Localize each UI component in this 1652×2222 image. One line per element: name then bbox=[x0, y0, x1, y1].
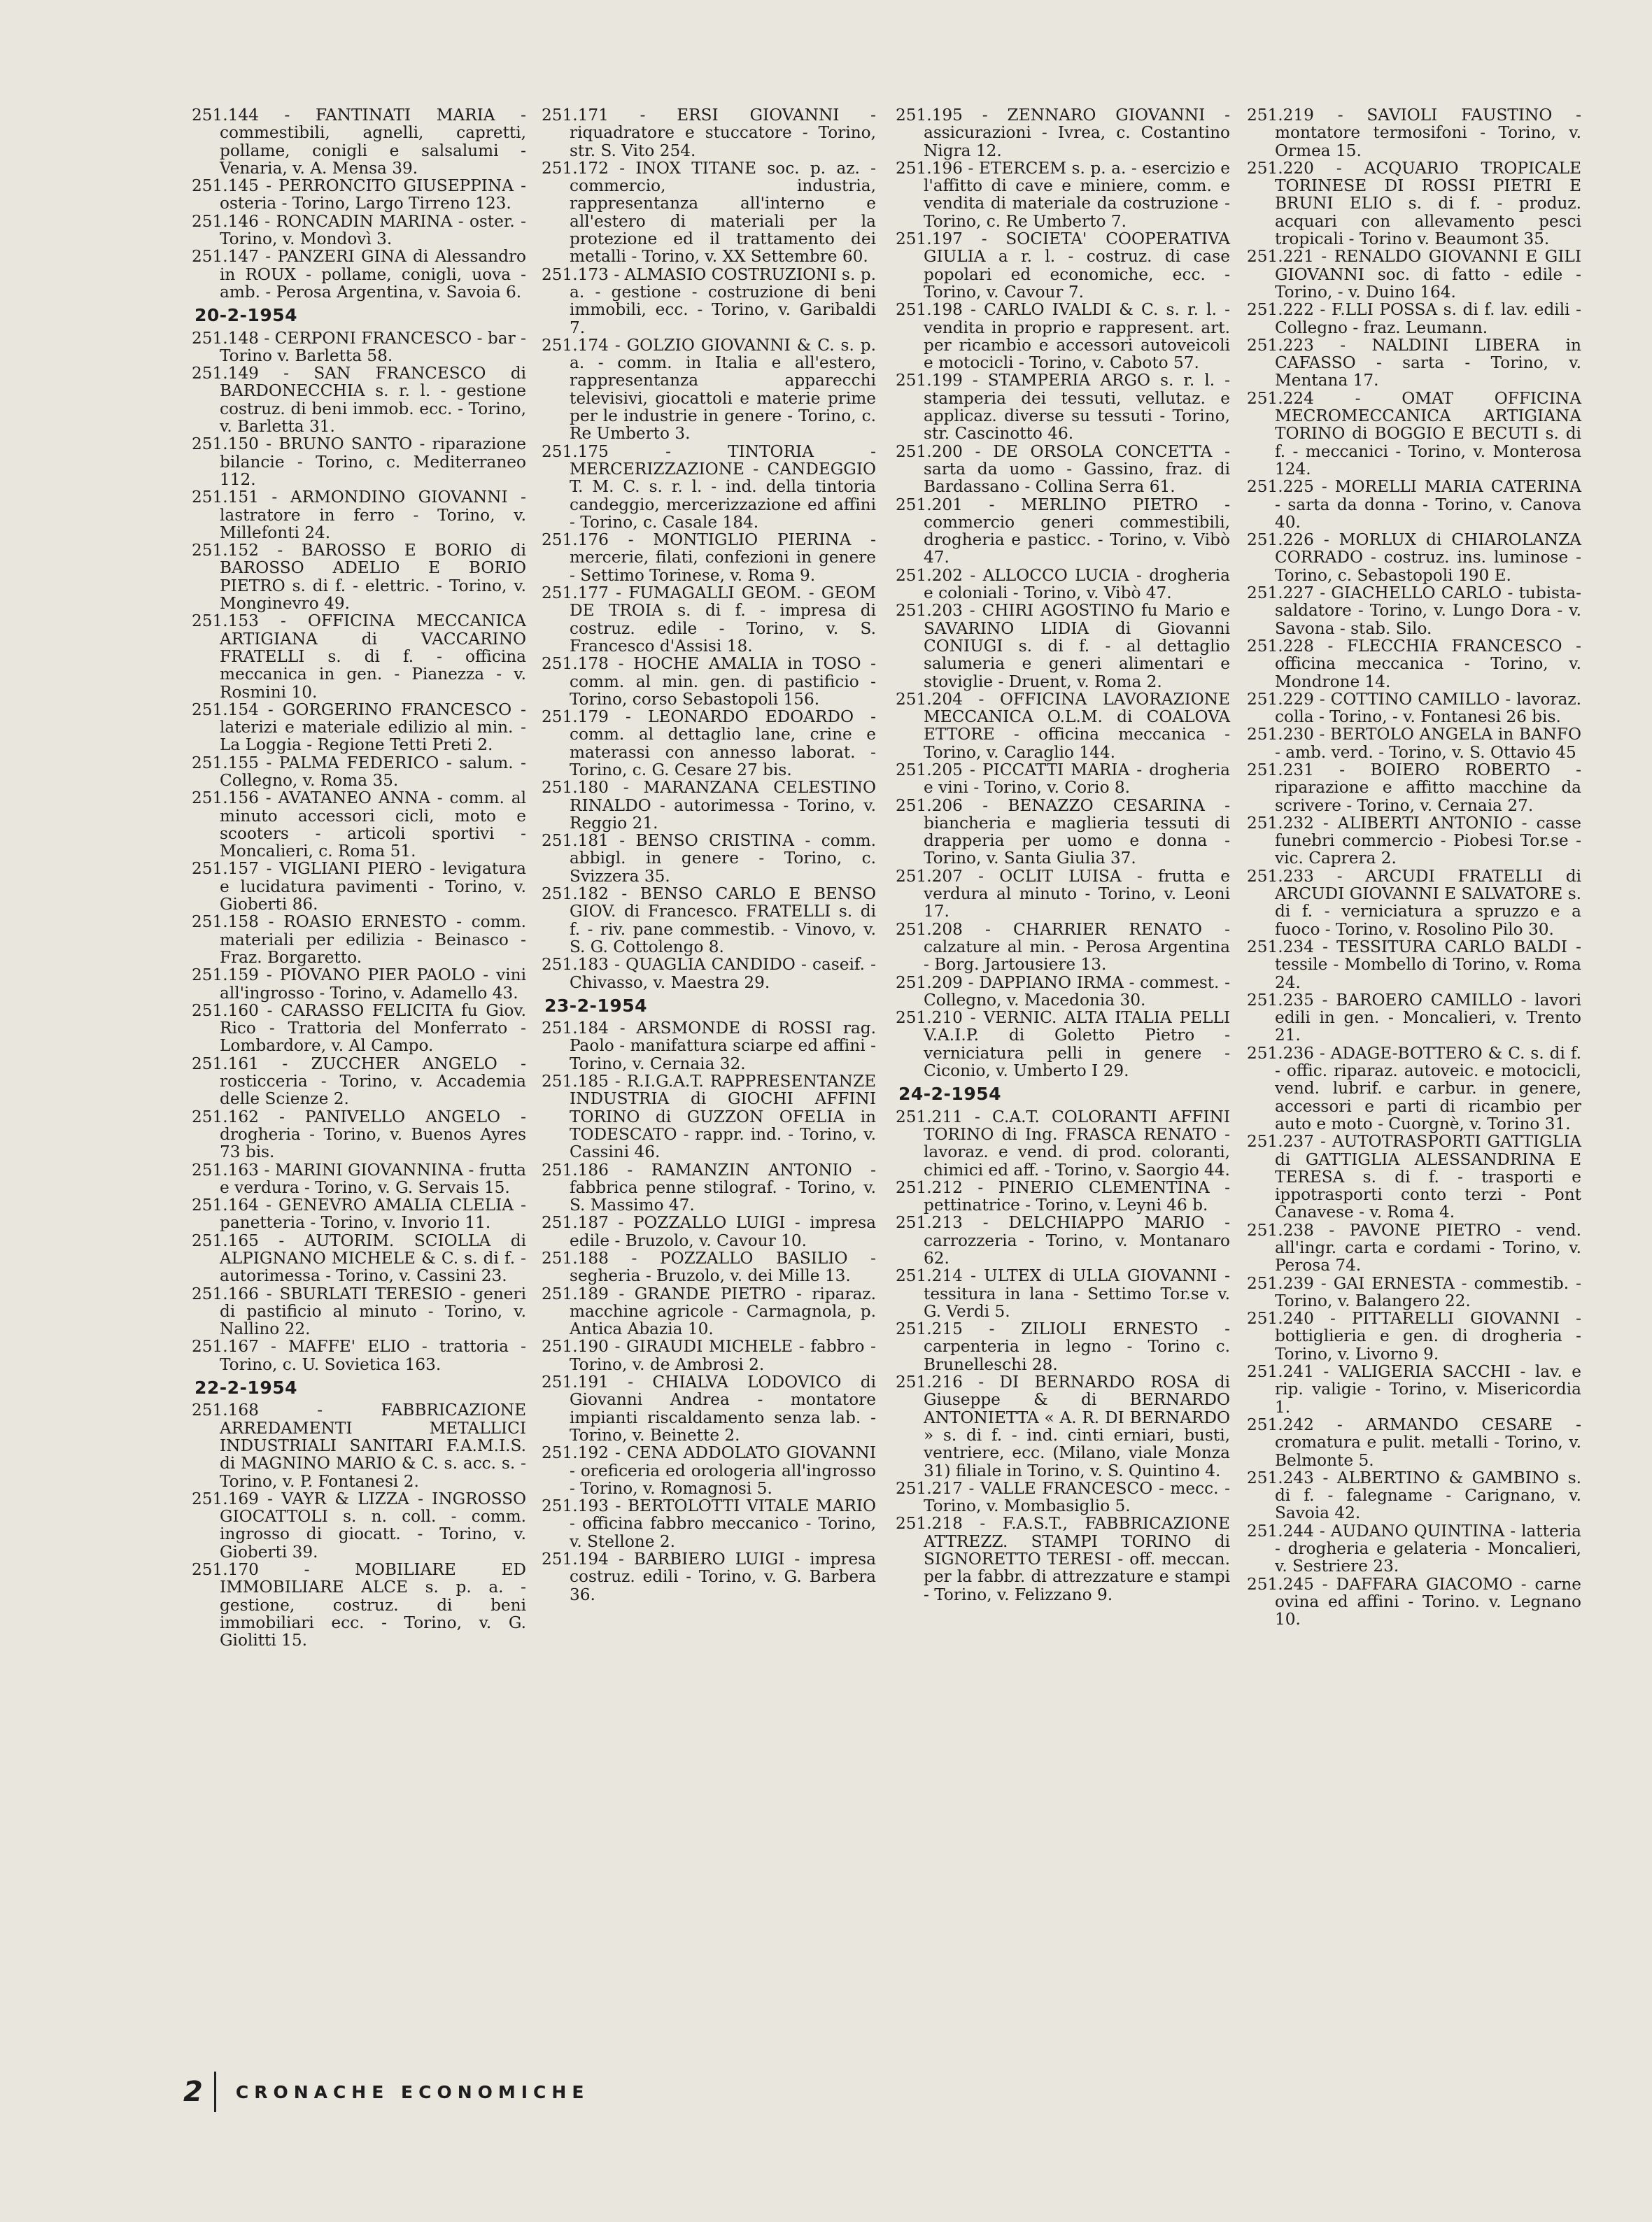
registry-entry: 251.200 - DE ORSOLA CONCETTA - sarta da uomo - Gassino, fraz. di Bardassano - Collina Serra 61. bbox=[896, 441, 1230, 497]
registry-entry: 251.220 - ACQUARIO TROPICALE TORINESE DI ROSSI PIETRI E BRUNI ELIO s. di f. - produz. acquari con allevamento pesci tropicali - Torino v. Beaumont 35. bbox=[1247, 158, 1581, 249]
registry-entry: 251.238 - PAVONE PIETRO - vend. all'ingr. carta e cordami - Torino, v. Perosa 74. bbox=[1247, 1220, 1581, 1275]
registry-entry: 251.217 - VALLE FRANCESCO - mecc. - Torino, v. Mombasiglio 5. bbox=[896, 1478, 1230, 1516]
registry-entry: 251.172 - INOX TITANE soc. p. az. - commercio, industria, rappresentanza all'interno e all'estero di materiali per la protezione ed il trattamento dei metalli - Torino, v. XX Settembre 60. bbox=[542, 158, 876, 267]
registry-entry: 251.182 - BENSO CARLO E BENSO GIOV. di Francesco. FRATELLI s. di f. - riv. pane commestib. - Vinovo, v. S. G. Cottolengo 8. bbox=[542, 884, 876, 956]
registry-entry: 251.189 - GRANDE PIETRO - riparaz. macchine agricole - Carmagnola, p. Antica Abazia 10. bbox=[542, 1284, 876, 1339]
registry-entry: 251.153 - OFFICINA MECCANICA ARTIGIANA di VACCARINO FRATELLI s. di f. - officina meccanica in gen. - Pianezza - v. Rosmini 10. bbox=[192, 611, 526, 702]
footer-divider bbox=[214, 2072, 216, 2112]
registry-entry: 251.159 - PIOVANO PIER PAOLO - vini all'ingrosso - Torino, v. Adamello 43. bbox=[192, 965, 526, 1003]
registry-entry: 251.207 - OCLIT LUISA - frutta e verdura al minuto - Torino, v. Leoni 17. bbox=[896, 866, 1230, 921]
registry-entry: 251.149 - SAN FRANCESCO di BARDONECCHIA s. r. l. - gestione costruz. di beni immob. ecc. - Torino, v. Barletta 31. bbox=[192, 364, 526, 437]
registry-entry: 251.218 - F.A.S.T., FABBRICAZIONE ATTREZZ. STAMPI TORINO di SIGNORETTO TERESI - off. meccan. per la fabbr. di attrezzature e stampi - Torino, v. Felizzano 9. bbox=[896, 1514, 1230, 1604]
registry-entry: 251.152 - BAROSSO E BORIO di BAROSSO ADELIO E BORIO PIETRO s. di f. - elettric. - Torino, v. Monginevro 49. bbox=[192, 541, 526, 614]
registry-entry: 251.233 - ARCUDI FRATELLI di ARCUDI GIOVANNI E SALVATORE s. di f. - verniciatura a spruzzo e a fuoco - Torino, v. Rosolino Pilo 30. bbox=[1247, 866, 1581, 939]
registry-entry: 251.168 - FABBRICAZIONE ARREDAMENTI METALLICI INDUSTRIALI SANITARI F.A.M.I.S. di MAGNINO MARIO & C. s. acc. s. - Torino, v. P. Fontanesi 2. bbox=[192, 1401, 526, 1491]
registry-entry: 251.150 - BRUNO SANTO - riparazione bilancie - Torino, c. Mediterraneo 112. bbox=[192, 434, 526, 489]
registry-entry: 251.166 - SBURLATI TERESIO - generi di pastificio al minuto - Torino, v. Nallino 22. bbox=[192, 1284, 526, 1339]
registry-entry: 251.206 - BENAZZO CESARINA - biancheria e maglieria tessuti di drapperia per uomo e donna - Torino, v. Santa Giulia 37. bbox=[896, 795, 1230, 868]
registry-entry: 251.157 - VIGLIANI PIERO - levigatura e lucidatura pavimenti - Torino, v. Gioberti 86. bbox=[192, 859, 526, 914]
registry-entry: 251.188 - POZZALLO BASILIO - segheria - Bruzolo, v. dei Mille 13. bbox=[542, 1249, 876, 1286]
registry-entry: 251.190 - GIRAUDI MICHELE - fabbro - Torino, v. de Ambrosi 2. bbox=[542, 1337, 876, 1374]
registry-entry: 251.234 - TESSITURA CARLO BALDI - tessile - Mombello di Torino, v. Roma 24. bbox=[1247, 937, 1581, 992]
registry-entry: 251.196 - ETERCEM s. p. a. - esercizio e l'affitto di cave e miniere, comm. e vendita di materiale da costruzione - Torino, c. Re Umberto 7. bbox=[896, 158, 1230, 231]
date-heading: 24-2-1954 bbox=[898, 1084, 1002, 1105]
registry-entry: 251.158 - ROASIO ERNESTO - comm. materiali per edilizia - Beinasco - Fraz. Borgaretto. bbox=[192, 912, 526, 967]
registry-entry: 251.224 - OMAT OFFICINA MECROMECCANICA ARTIGIANA TORINO di BOGGIO E BECUTI s. di f. - meccanici - Torino, v. Monterosa 124. bbox=[1247, 388, 1581, 479]
date-heading: 23-2-1954 bbox=[544, 995, 648, 1016]
date-heading: 22-2-1954 bbox=[195, 1378, 298, 1399]
registry-entry: 251.245 - DAFFARA GIACOMO - carne ovina ed affini - Torino. v. Legnano 10. bbox=[1247, 1574, 1581, 1629]
registry-entry: 251.183 - QUAGLIA CANDIDO - caseif. - Chivasso, v. Maestra 29. bbox=[542, 955, 876, 992]
column-1 bbox=[192, 106, 526, 1650]
registry-entry: 251.214 - ULTEX di ULLA GIOVANNI - tessitura in lana - Settimo Tor.se v. G. Verdi 5. bbox=[896, 1266, 1230, 1321]
registry-entry: 251.213 - DELCHIAPPO MARIO - carrozzeria - Torino, v. Montanaro 62. bbox=[896, 1213, 1230, 1268]
registry-entry: 251.229 - COTTINO CAMILLO - lavoraz. colla - Torino, - v. Fontanesi 26 bis. bbox=[1247, 689, 1581, 727]
registry-entry: 251.219 - SAVIOLI FAUSTINO - montatore termosifoni - Torino, v. Ormea 15. bbox=[1247, 106, 1581, 160]
registry-entry: 251.202 - ALLOCCO LUCIA - drogheria e coloniali - Torino, v. Vibò 47. bbox=[896, 565, 1230, 603]
registry-entry: 251.192 - CENA ADDOLATO GIOVANNI - oreficeria ed orologeria all'ingrosso - Torino, v. Romagnosi 5. bbox=[542, 1443, 876, 1498]
registry-entry: 251.177 - FUMAGALLI GEOM. - GEOM DE TROIA s. di f. - impresa di costruz. edile - Torino, v. S. Francesco d'Assisi 18. bbox=[542, 583, 876, 656]
registry-entry: 251.230 - BERTOLO ANGELA in BANFO - amb. verd. - Torino, v. S. Ottavio 45 bbox=[1247, 725, 1581, 762]
registry-entry: 251.244 - AUDANO QUINTINA - latteria - drogheria e gelateria - Moncalieri, v. Sestriere 23. bbox=[1247, 1521, 1581, 1576]
registry-entry: 251.171 - ERSI GIOVANNI - riquadratore e stuccatore - Torino, str. S. Vito 254. bbox=[542, 106, 876, 160]
page-footer bbox=[183, 2069, 589, 2114]
registry-entry: 251.242 - ARMANDO CESARE - cromatura e pulit. metalli - Torino, v. Belmonte 5. bbox=[1247, 1415, 1581, 1470]
registry-entry: 251.216 - DI BERNARDO ROSA di Giuseppe & di BERNARDO ANTONIETTA « A. R. DI BERNARDO » s. di f. - ind. cinti erniari, busti, ventriere, ecc. (Milano, viale Monza 31) filiale in Torino, v. S. Quintino 4. bbox=[896, 1373, 1230, 1480]
registry-entry: 251.164 - GENEVRO AMALIA CLELIA - panetteria - Torino, v. Invorio 11. bbox=[192, 1196, 526, 1233]
registry-entry: 251.187 - POZZALLO LUIGI - impresa edile - Bruzolo, v. Cavour 10. bbox=[542, 1213, 876, 1250]
registry-entry: 251.239 - GAI ERNESTA - commestib. - Torino, v. Balangero 22. bbox=[1247, 1273, 1581, 1310]
registry-entry: 251.186 - RAMANZIN ANTONIO - fabbrica penne stilograf. - Torino, v. S. Massimo 47. bbox=[542, 1160, 876, 1215]
registry-entry: 251.151 - ARMONDINO GIOVANNI - lastratore in ferro - Torino, v. Millefonti 24. bbox=[192, 488, 526, 542]
registry-entry: 251.161 - ZUCCHER ANGELO - rosticceria - Torino, v. Accademia delle Scienze 2. bbox=[192, 1054, 526, 1109]
registry-entry: 251.175 - TINTORIA - MERCERIZZAZIONE - CANDEGGIO T. M. C. s. r. l. - ind. della tintoria candeggio, mercerizzazione ed affini - Torino, c. Casale 184. bbox=[542, 441, 876, 532]
registry-entry: 251.209 - DAPPIANO IRMA - commest. - Collegno, v. Macedonia 30. bbox=[896, 972, 1230, 1010]
registry-entry: 251.215 - ZILIOLI ERNESTO - carpenteria in legno - Torino c. Brunelleschi 28. bbox=[896, 1319, 1230, 1374]
registry-entry: 251.240 - PITTARELLI GIOVANNI - bottiglieria e gen. di drogheria - Torino, v. Livorno 9. bbox=[1247, 1309, 1581, 1364]
registry-entry: 251.201 - MERLINO PIETRO - commercio generi commestibili, drogheria e pasticc. - Torino, v. Vibò 47. bbox=[896, 495, 1230, 567]
registry-entry: 251.228 - FLECCHIA FRANCESCO - officina meccanica - Torino, v. Mondrone 14. bbox=[1247, 636, 1581, 691]
registry-entry: 251.178 - HOCHE AMALIA in TOSO - comm. al min. gen. di pastificio - Torino, corso Sebastopoli 156. bbox=[542, 654, 876, 709]
registry-entry: 251.195 - ZENNARO GIOVANNI - assicurazioni - Ivrea, c. Costantino Nigra 12. bbox=[896, 106, 1230, 160]
registry-entry: 251.167 - MAFFE' ELIO - trattoria - Torino, c. U. Sovietica 163. bbox=[192, 1337, 526, 1374]
registry-entry: 251.145 - PERRONCITO GIUSEPPINA - osteria - Torino, Largo Tirreno 123. bbox=[192, 176, 526, 213]
registry-entry: 251.170 - MOBILIARE ED IMMOBILIARE ALCE s. p. a. - gestione, costruz. di beni immobiliari ecc. - Torino, v. G. Giolitti 15. bbox=[192, 1560, 526, 1650]
registry-entry: 251.144 - FANTINATI MARIA - commestibili, agnelli, capretti, pollame, conigli e salsalumi - Venaria, v. A. Mensa 39. bbox=[192, 106, 526, 178]
registry-entry: 251.221 - RENALDO GIOVANNI E GILI GIOVANNI soc. di fatto - edile - Torino, - v. Duino 164. bbox=[1247, 247, 1581, 302]
registry-entry: 251.160 - CARASSO FELICITA fu Giov. Rico - Trattoria del Monferrato - Lombardore, v. Al Campo. bbox=[192, 1000, 526, 1056]
registry-entry: 251.162 - PANIVELLO ANGELO - drogheria - Torino, v. Buenos Ayres 73 bis. bbox=[192, 1107, 526, 1162]
date-heading: 20-2-1954 bbox=[195, 305, 298, 326]
page-number: 2 bbox=[183, 2076, 203, 2108]
registry-entry: 251.181 - BENSO CRISTINA - comm. abbigl. in genere - Torino, c. Svizzera 35. bbox=[542, 831, 876, 886]
registry-entry: 251.212 - PINERIO CLEMENTINA - pettinatrice - Torino, v. Leyni 46 b. bbox=[896, 1177, 1230, 1215]
registry-entry: 251.243 - ALBERTINO & GAMBINO s. di f. - falegname - Carignano, v. Savoia 42. bbox=[1247, 1468, 1581, 1523]
registry-entry: 251.203 - CHIRI AGOSTINO fu Mario e SAVARINO LIDIA di Giovanni CONIUGI s. di f. - al dettaglio salumeria e generi alimentari e stoviglie - Druent, v. Roma 2. bbox=[896, 601, 1230, 691]
column-4 bbox=[1247, 106, 1581, 1629]
column-3 bbox=[896, 106, 1230, 1604]
registry-entry: 251.226 - MORLUX di CHIAROLANZA CORRADO - costruz. ins. luminose - Torino, c. Sebastopoli 190 E. bbox=[1247, 530, 1581, 585]
registry-entry: 251.156 - AVATANEO ANNA - comm. al minuto accessori cicli, moto e scooters - articoli sportivi - Moncalieri, c. Roma 51. bbox=[192, 788, 526, 861]
registry-entry: 251.210 - VERNIC. ALTA ITALIA PELLI V.A.I.P. di Goletto Pietro - verniciatura pelli in genere - Ciconio, v. Umberto I 29. bbox=[896, 1008, 1230, 1081]
registry-entry: 251.169 - VAYR & LIZZA - INGROSSO GIOCATTOLI s. n. coll. - comm. ingrosso di giocatt. - Torino, v. Gioberti 39. bbox=[192, 1489, 526, 1562]
registry-entry: 251.236 - ADAGE-BOTTERO & C. s. di f. - offic. riparaz. autoveic. e motocicli, vend. lubrif. e carbur. in genere, accessori e parti di ricambio per auto e moto - Cuorgnè, v. Torino 31. bbox=[1247, 1043, 1581, 1133]
registry-entry: 251.198 - CARLO IVALDI & C. s. r. l. - vendita in proprio e rappresent. art. per ricambio e accessori autoveicoli e motocicli - Torino, v. Caboto 57. bbox=[896, 300, 1230, 373]
registry-entry: 251.241 - VALIGERIA SACCHI - lav. e rip. valigie - Torino, v. Misericordia 1. bbox=[1247, 1362, 1581, 1417]
registry-entry: 251.235 - BAROERO CAMILLO - lavori edili in gen. - Moncalieri, v. Trento 21. bbox=[1247, 990, 1581, 1045]
registry-entry: 251.193 - BERTOLOTTI VITALE MARIO - officina fabbro meccanico - Torino, v. Stellone 2. bbox=[542, 1496, 876, 1551]
registry-entry: 251.211 - C.A.T. COLORANTI AFFINI TORINO di Ing. FRASCA RENATO - lavoraz. e vend. di prod. coloranti, chimici ed aff. - Torino, v. Saorgio 44. bbox=[896, 1107, 1230, 1180]
magazine-title: CRONACHE ECONOMICHE bbox=[235, 2081, 590, 2102]
registry-entry: 251.180 - MARANZANA CELESTINO RINALDO - autorimessa - Torino, v. Reggio 21. bbox=[542, 778, 876, 833]
registry-entry: 251.223 - NALDINI LIBERA in CAFASSO - sarta - Torino, v. Mentana 17. bbox=[1247, 335, 1581, 390]
registry-entry: 251.146 - RONCADIN MARINA - oster. - Torino, v. Mondovì 3. bbox=[192, 211, 526, 249]
registry-entry: 251.165 - AUTORIM. SCIOLLA di ALPIGNANO MICHELE & C. s. di f. - autorimessa - Torino, v. Cassini 23. bbox=[192, 1231, 526, 1286]
registry-entry: 251.225 - MORELLI MARIA CATERINA - sarta da donna - Torino, v. Canova 40. bbox=[1247, 477, 1581, 532]
registry-entry: 251.194 - BARBIERO LUIGI - impresa costruz. edili - Torino, v. G. Barbera 36. bbox=[542, 1550, 876, 1604]
registry-entry: 251.147 - PANZERI GINA di Alessandro in ROUX - pollame, conigli, uova - amb. - Perosa Argentina, v. Savoia 6. bbox=[192, 247, 526, 302]
registry-entry: 251.199 - STAMPERIA ARGO s. r. l. - stamperia dei tessuti, vellutaz. e applicaz. diverse su tessuti - Torino, str. Cascinotto 46. bbox=[896, 371, 1230, 444]
registry-entry: 251.148 - CERPONI FRANCESCO - bar - Torino v. Barletta 58. bbox=[192, 328, 526, 365]
registry-entry: 251.176 - MONTIGLIO PIERINA - mercerie, filati, confezioni in genere - Settimo Torinese, v. Roma 9. bbox=[542, 530, 876, 585]
registry-entry: 251.208 - CHARRIER RENATO - calzature al min. - Perosa Argentina - Borg. Jartousiere 13. bbox=[896, 919, 1230, 975]
registry-entry: 251.232 - ALIBERTI ANTONIO - casse funebri commercio - Piobesi Tor.se - vic. Caprera 2. bbox=[1247, 813, 1581, 868]
registry-entry: 251.185 - R.I.G.A.T. RAPPRESENTANZE INDUSTRIA di GIOCHI AFFINI TORINO di GUZZON OFELIA in TODESCATO - rappr. ind. - Torino, v. Cassini 46. bbox=[542, 1072, 876, 1162]
registry-entry: 251.155 - PALMA FEDERICO - salum. - Collegno, v. Roma 35. bbox=[192, 753, 526, 790]
registry-entry: 251.222 - F.LLI POSSA s. di f. lav. edili - Collegno - fraz. Leumann. bbox=[1247, 300, 1581, 337]
registry-entry: 251.179 - LEONARDO EDOARDO - comm. al dettaglio lane, crine e materassi con annesso laborat. - Torino, c. G. Cesare 27 bis. bbox=[542, 707, 876, 779]
registry-entry: 251.163 - MARINI GIOVANNINA - frutta e verdura - Torino, v. G. Servais 15. bbox=[192, 1160, 526, 1197]
column-2 bbox=[542, 106, 876, 1604]
registry-entry: 251.154 - GORGERINO FRANCESCO - laterizi e materiale edilizio al min. - La Loggia - Regione Tetti Preti 2. bbox=[192, 700, 526, 755]
registry-entry: 251.204 - OFFICINA LAVORAZIONE MECCANICA O.L.M. di COALOVA ETTORE - officina meccanica - Torino, v. Caraglio 144. bbox=[896, 689, 1230, 762]
registry-entry: 251.205 - PICCATTI MARIA - drogheria e vini - Torino, v. Corio 8. bbox=[896, 760, 1230, 798]
registry-entry: 251.184 - ARSMONDE di ROSSI rag. Paolo - manifattura sciarpe ed affini - Torino, v. Cernaia 32. bbox=[542, 1019, 876, 1073]
registry-entry: 251.173 - ALMASIO COSTRUZIONI s. p. a. - gestione - costruzione di beni immobili, ecc. - Torino, v. Garibaldi 7. bbox=[542, 264, 876, 337]
registry-entry: 251.191 - CHIALVA LODOVICO di Giovanni Andrea - montatore impianti riscaldamento senza lab. - Torino, v. Beinette 2. bbox=[542, 1373, 876, 1445]
registry-entry: 251.197 - SOCIETA' COOPERATIVA GIULIA a r. l. - costruz. di case popolari ed economiche, ecc. - Torino, v. Cavour 7. bbox=[896, 229, 1230, 302]
registry-entry: 251.174 - GOLZIO GIOVANNI & C. s. p. a. - comm. in Italia e all'estero, rappresentanza apparecchi televisivi, giocattoli e materie prime per le industrie in genere - Torino, c. Re Umberto 3. bbox=[542, 335, 876, 444]
registry-entry: 251.227 - GIACHELLO CARLO - tubista-saldatore - Torino, v. Lungo Dora - v. Savona - stab. Silo. bbox=[1247, 583, 1581, 638]
registry-entry: 251.231 - BOIERO ROBERTO - riparazione e affitto macchine da scrivere - Torino, v. Cernaia 27. bbox=[1247, 760, 1581, 815]
registry-entry: 251.237 - AUTOTRASPORTI GATTIGLIA di GATTIGLIA ALESSANDRINA E TERESA s. di f. - trasporti e ippotrasporti conto terzi - Pont Canavese - v. Roma 4. bbox=[1247, 1132, 1581, 1222]
